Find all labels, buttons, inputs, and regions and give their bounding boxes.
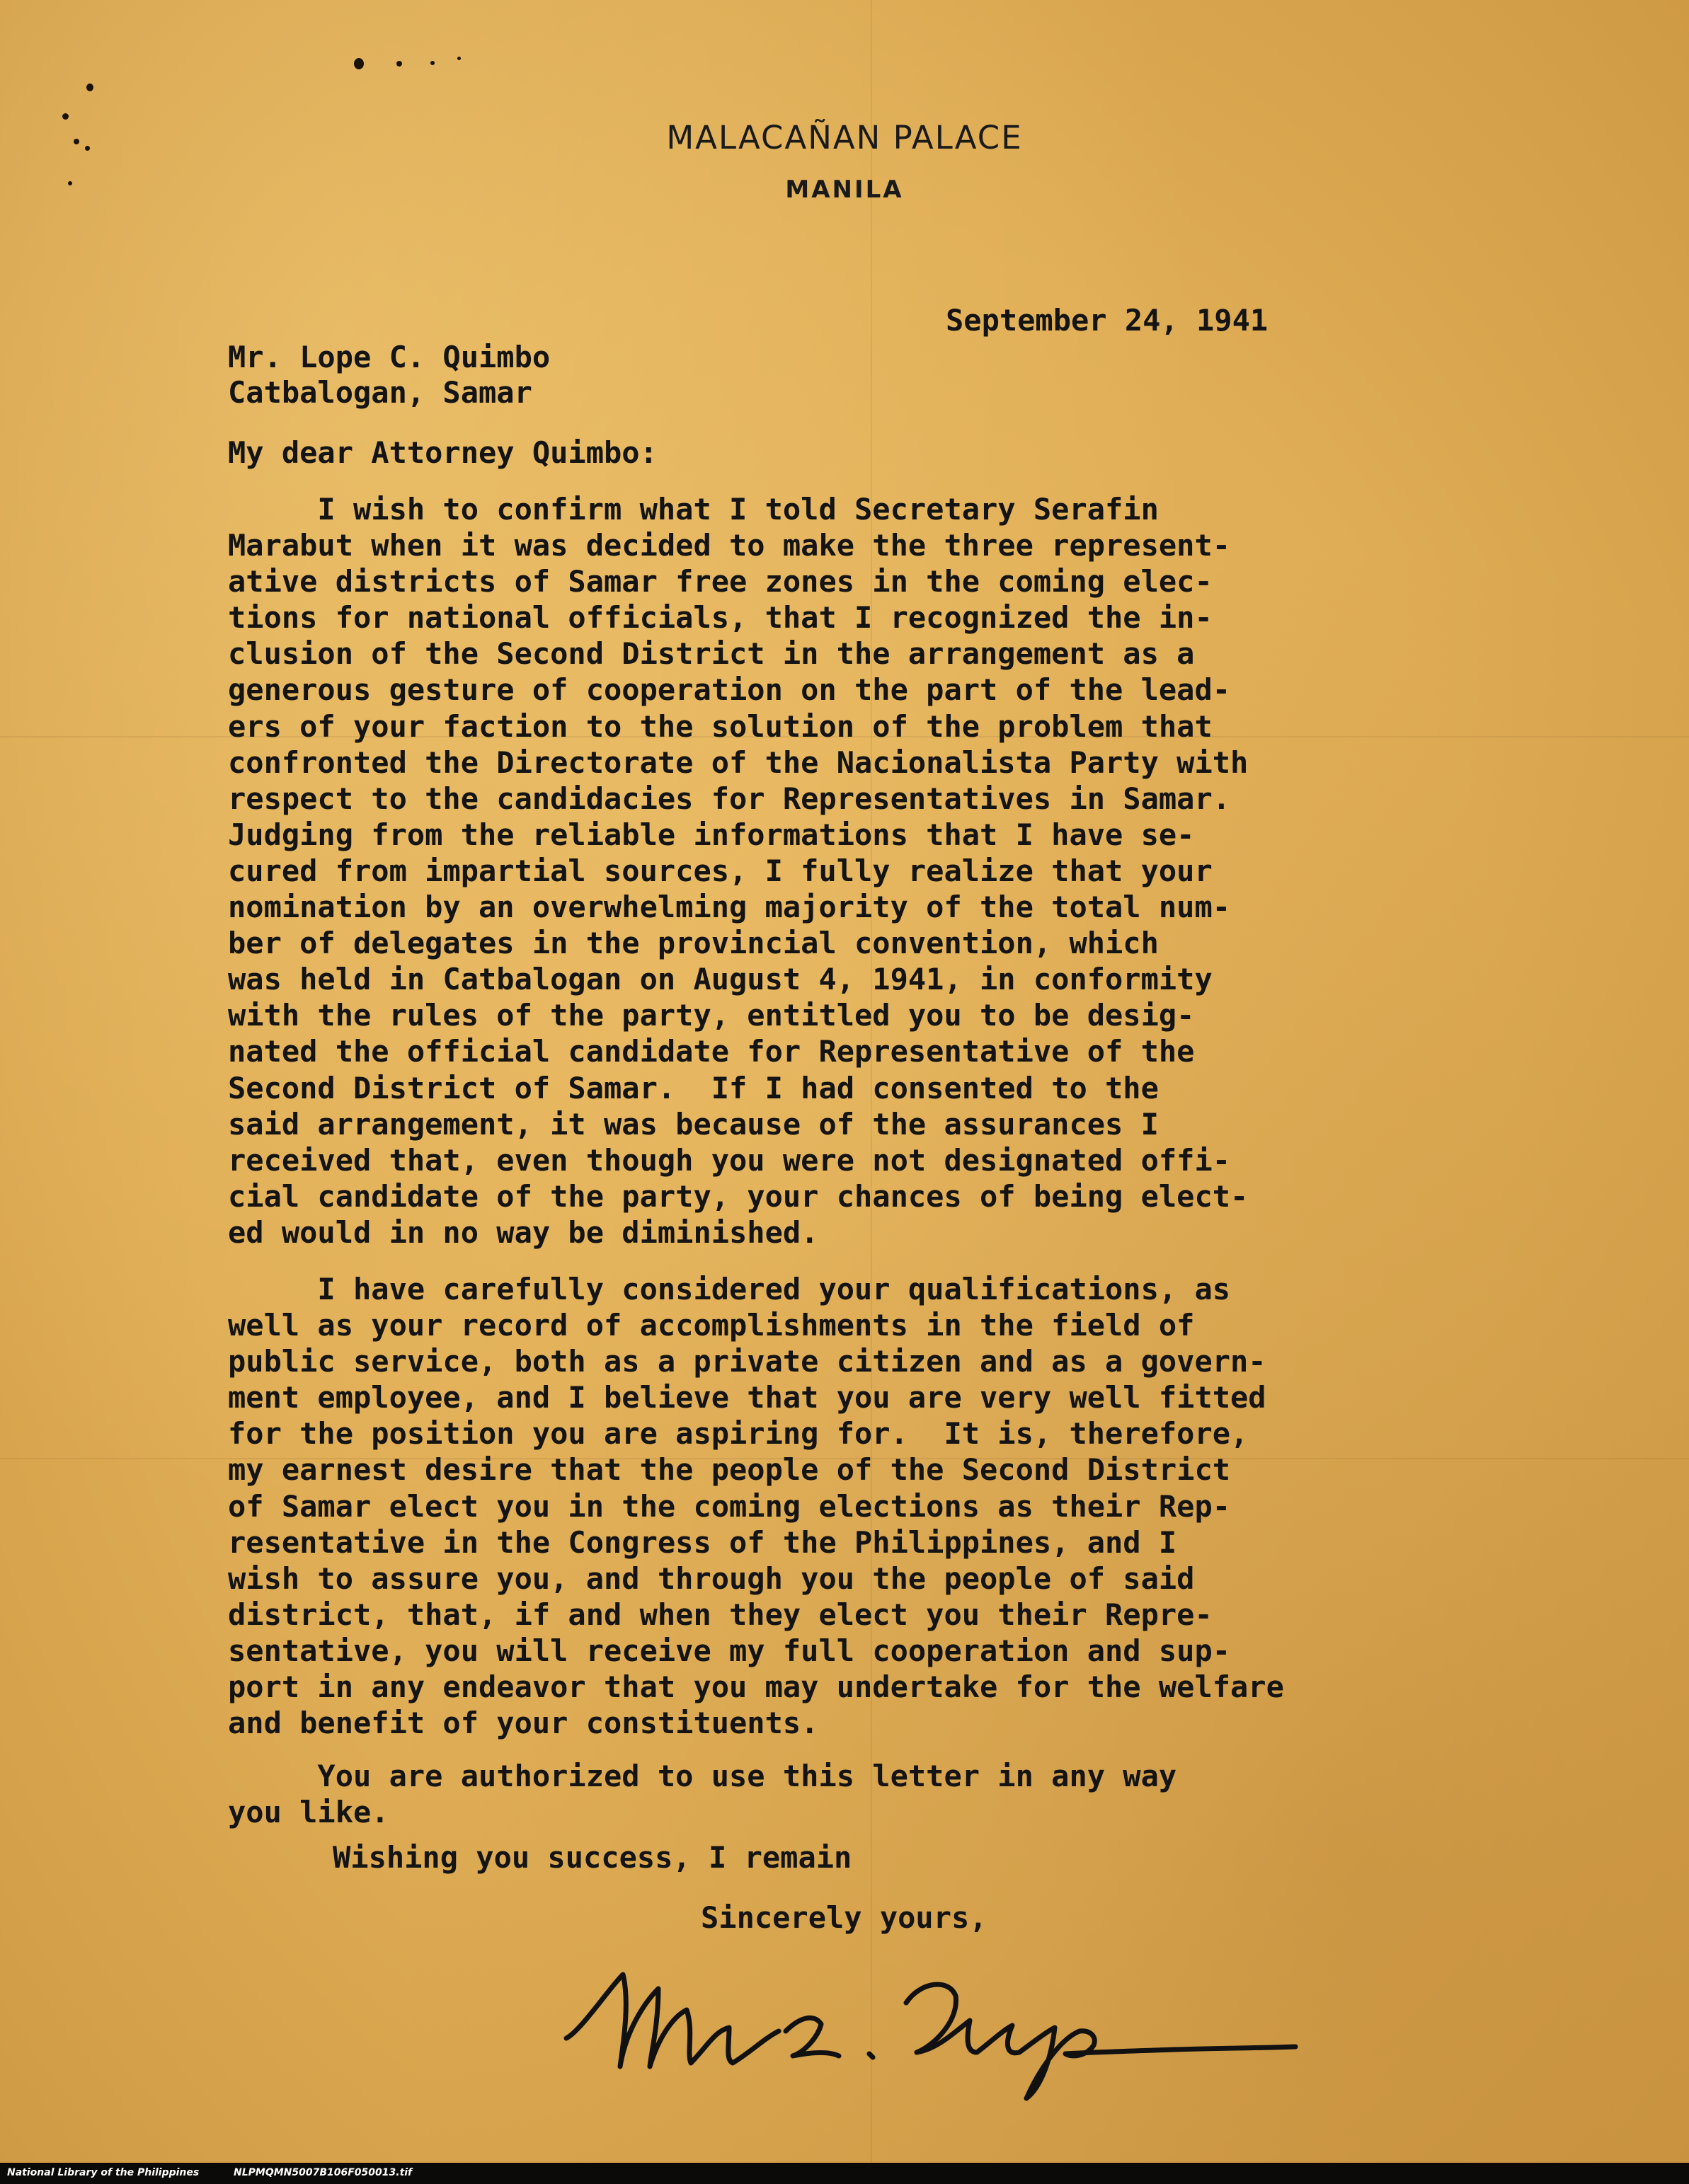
body-line: ment employee, and I believe that you are very well fitted <box>228 1380 1266 1415</box>
body-line: confronted the Directorate of the Nacionalista Party with <box>228 745 1249 780</box>
body-line: said arrangement, it was because of the assurances I <box>228 1106 1159 1142</box>
letter-date: September 24, 1941 <box>946 303 1269 338</box>
body-line: well as your record of accomplishments in the field of <box>228 1308 1195 1343</box>
body-line: cured from impartial sources, I fully realize that your <box>228 853 1213 888</box>
body-line: respect to the candidacies for Representatives in Samar. <box>228 781 1231 816</box>
body-line: nated the official candidate for Representative of the <box>228 1034 1195 1069</box>
body-line: you like. <box>228 1795 389 1830</box>
closing-wish: Wishing you success, I remain <box>333 1840 852 1875</box>
body-line: generous gesture of cooperation on the part of the lead- <box>228 672 1231 708</box>
body-line: Judging from the reliable informations that I have se- <box>228 817 1195 852</box>
body-line: with the rules of the party, entitled you to be desig- <box>228 998 1195 1033</box>
body-paragraph-1 <box>228 491 1248 1251</box>
body-line: ative districts of Samar free zones in the coming elec- <box>228 564 1213 599</box>
body-line: cial candidate of the party, your chances of being elect- <box>228 1178 1249 1214</box>
body-line: resentative in the Congress of the Philippines, and I <box>228 1524 1177 1560</box>
body-line: was held in Catbalogan on August 4, 1941, in conformity <box>228 962 1213 997</box>
body-line: sentative, you will receive my full cooperation and sup- <box>228 1633 1231 1668</box>
letterhead-city: MANILA <box>785 176 904 204</box>
recipient-address: Catbalogan, Samar <box>228 375 532 410</box>
body-paragraph-2 <box>228 1271 1284 1741</box>
archive-file-id: NLPMQMN5007B106F050013.tif <box>234 2167 413 2178</box>
body-line: You are authorized to use this letter in any way <box>228 1759 1177 1793</box>
body-line: district, that, if and when they elect you their Repre- <box>228 1597 1213 1632</box>
body-line: wish to assure you, and through you the people of said <box>228 1561 1195 1596</box>
archive-library-label: National Library of the Philippines <box>7 2167 200 2178</box>
body-line: I wish to confirm what I told Secretary Serafin <box>228 492 1159 527</box>
letterhead-title: MALACAÑAN PALACE <box>666 119 1023 156</box>
salutation: My dear Attorney Quimbo: <box>228 435 658 470</box>
body-line: Marabut when it was decided to make the three represent- <box>228 528 1231 563</box>
body-line: ber of delegates in the provincial convention, which <box>228 926 1159 961</box>
handwritten-signature <box>552 1960 1310 2102</box>
body-paragraph-3 <box>228 1758 1176 1830</box>
body-line: ers of your faction to the solution of the problem that <box>228 708 1213 744</box>
body-line: clusion of the Second District in the arrangement as a <box>228 636 1195 672</box>
body-line: nomination by an overwhelming majority of the total num- <box>228 890 1231 925</box>
body-line: received that, even though you were not designated offi- <box>228 1142 1231 1178</box>
body-line: for the position you are aspiring for. It is, therefore, <box>228 1416 1249 1452</box>
body-line: of Samar elect you in the coming elections as their Rep- <box>228 1488 1231 1524</box>
body-line: and benefit of your constituents. <box>228 1706 819 1741</box>
body-line: my earnest desire that the people of the Second District <box>228 1452 1231 1488</box>
recipient-name: Mr. Lope C. Quimbo <box>228 340 551 374</box>
body-line: public service, both as a private citizen and as a govern- <box>228 1344 1266 1379</box>
body-line: Second District of Samar. If I had consented to the <box>228 1070 1159 1105</box>
body-line: I have carefully considered your qualifications, as <box>228 1272 1231 1306</box>
body-line: tions for national officials, that I recognized the in- <box>228 600 1213 636</box>
body-line: port in any endeavor that you may undertake for the welfare <box>228 1669 1284 1705</box>
body-line: ed would in no way be diminished. <box>228 1214 819 1250</box>
complimentary-closing: Sincerely yours, <box>701 1900 987 1935</box>
